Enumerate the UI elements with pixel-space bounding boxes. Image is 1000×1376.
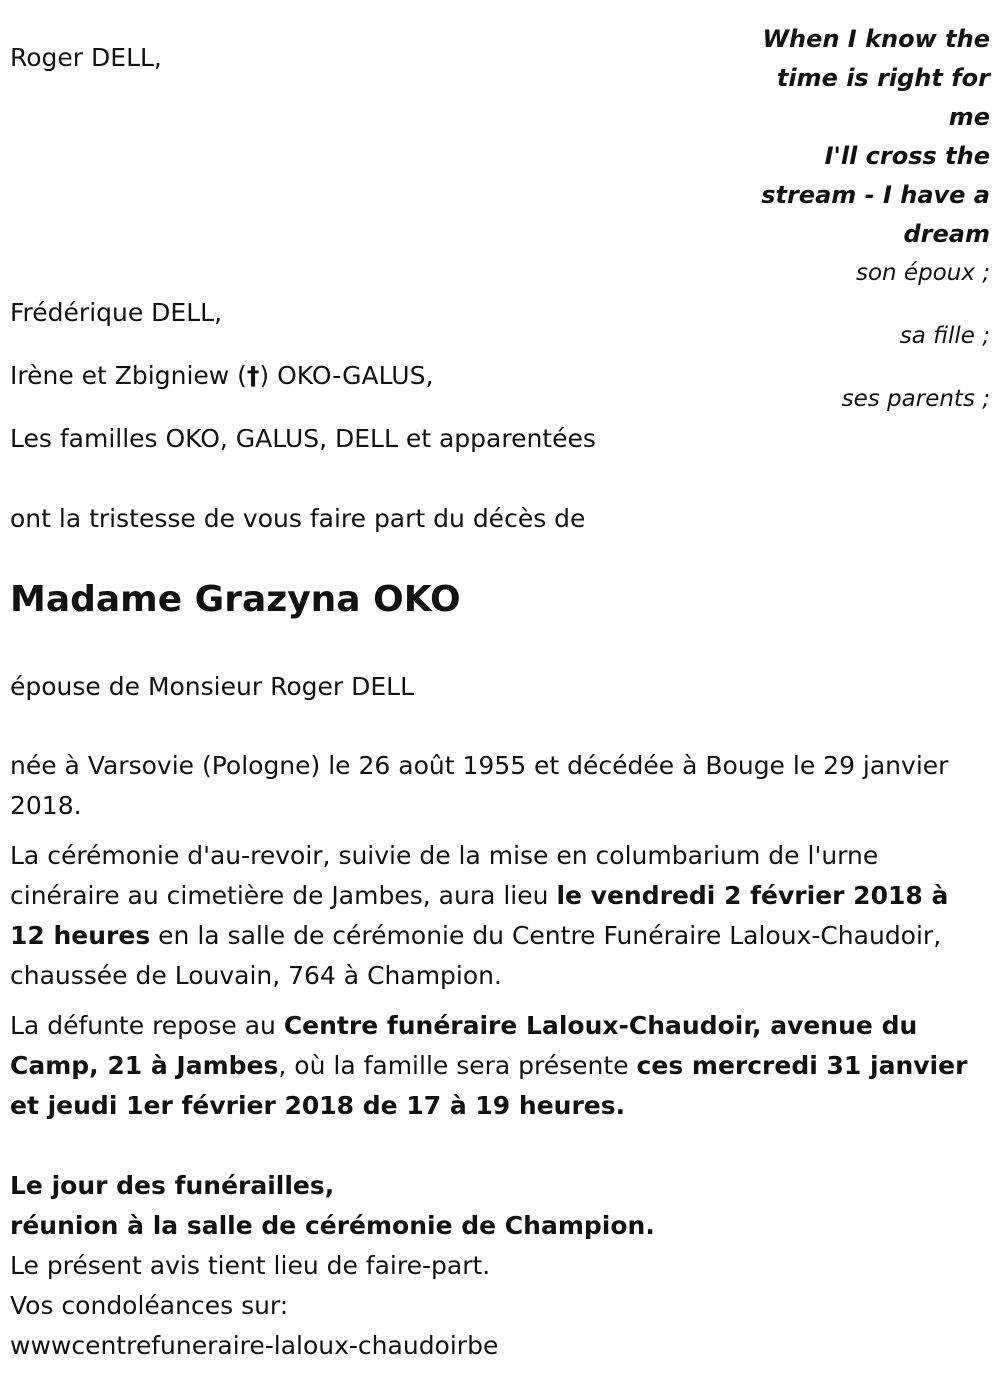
spouse-line: épouse de Monsieur Roger DELL: [10, 672, 414, 701]
mourner-name: Roger DELL,: [10, 43, 162, 72]
notice-line: Le présent avis tient lieu de faire-part.: [10, 1251, 491, 1280]
mourner-name: [10, 356, 433, 396]
ceremony-text: La cérémonie d'au-revoir, suivie de la mise en columbarium de l'urne cinéraire au cimetière de Jambes, aura lieu: [10, 841, 879, 910]
repose-text: , où la famille sera présente: [278, 1051, 637, 1080]
mourner-name-suffix: ) OKO-GALUS,: [259, 361, 434, 390]
funeral-line: réunion à la salle de cérémonie de Champion.: [10, 1211, 655, 1240]
poem-line: When I know the: [762, 25, 990, 53]
mourner-name-prefix: Irène et Zbigniew (: [10, 361, 247, 390]
mourner-name: Frédérique DELL,: [10, 298, 223, 327]
ceremony-paragraph: [10, 836, 985, 996]
poem-line: me: [948, 103, 990, 131]
condolences-label: Vos condoléances sur:: [10, 1291, 289, 1320]
poem-line: I'll cross the: [824, 142, 990, 170]
funeral-info: [10, 1166, 655, 1366]
repose-location: Centre funéraire Laloux-Chaudoir, avenue du Camp, 21 à Jambes: [10, 1011, 918, 1080]
mourner-role: sa fille ;: [899, 323, 990, 349]
mourner-name: Les familles OKO, GALUS, DELL et apparentées: [10, 424, 596, 453]
announcement: ont la tristesse de vous faire part du décès de: [10, 504, 586, 533]
repose-paragraph: [10, 1006, 985, 1126]
website-link[interactable]: wwwcentrefuneraire-laloux-chaudoirbe: [10, 1331, 499, 1360]
ceremony-text: en la salle de cérémonie du Centre Funéraire Laloux-Chaudoir, chaussée de Louvain, 764 à Champion.: [10, 921, 942, 990]
mourner-role: son époux ;: [855, 260, 990, 286]
repose-text: La défunte repose au: [10, 1011, 284, 1040]
birth-death-line: née à Varsovie (Pologne) le 26 août 1955 et décédée à Bouge le 29 janvier 2018.: [10, 751, 949, 820]
mourner-role: ses parents ;: [841, 386, 990, 412]
funeral-line: Le jour des funérailles,: [10, 1171, 335, 1200]
ceremony-date: le vendredi 2 février 2018 à 12 heures: [10, 881, 949, 950]
repose-dates: ces mercredi 31 janvier et jeudi 1er février 2018 de 17 à 19 heures.: [10, 1051, 968, 1120]
poem-line: dream: [903, 220, 990, 248]
poem: [750, 20, 990, 254]
cross-icon: †: [246, 361, 260, 390]
poem-line: stream - I have a: [761, 181, 990, 209]
deceased-name: Madame Grazyna OKO: [10, 579, 461, 620]
poem-line: time is right for: [776, 64, 990, 92]
